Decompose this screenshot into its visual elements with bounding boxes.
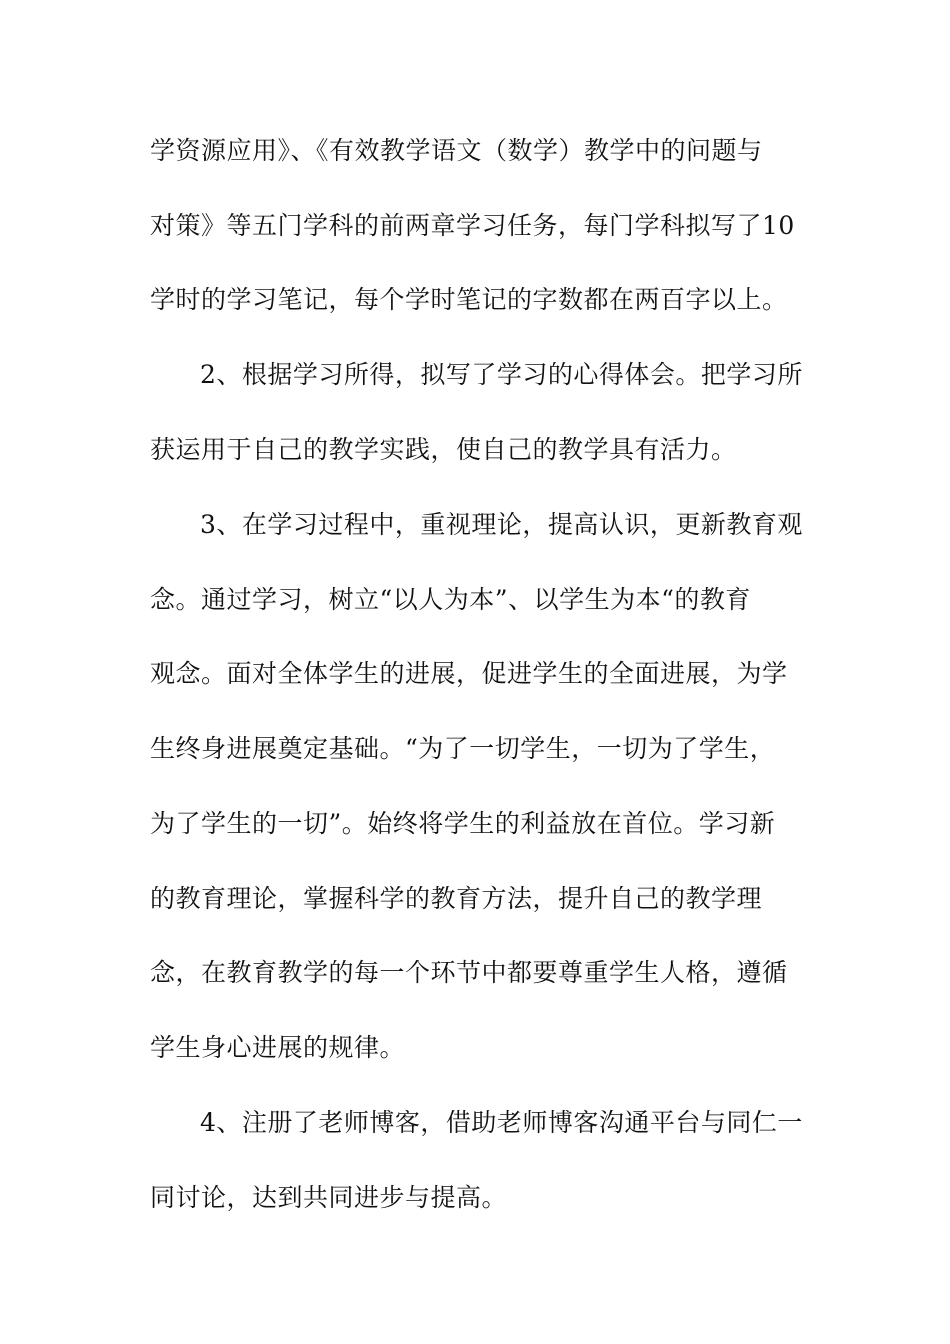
text-line: 念，在教育教学的每一个环节中都要尊重学生人格，遵循 — [150, 958, 788, 987]
text-line: 学资源应用》、《有效教学语文（数学）教学中的问题与 — [150, 136, 763, 165]
text-line: 学时的学习笔记，每个学时笔记的字数都在两百字以上。 — [150, 285, 788, 314]
text-line: 的教育理论，掌握科学的教育方法，提升自己的教学理 — [150, 884, 763, 913]
text-line: 为了学生的一切”。始终将学生的利益放在首位。学习新 — [150, 809, 776, 838]
paragraph-4-start: 4、注册了老师博客，借助老师博客沟通平台与同仁一 — [200, 1108, 803, 1137]
text-line: 对策》等五门学科的前两章学习任务，每门学科拟写了10 — [150, 211, 795, 240]
text-line: 学生身心进展的规律。 — [150, 1033, 406, 1062]
paragraph-2-start: 2、根据学习所得，拟写了学习的心得体会。把学习所 — [200, 360, 803, 389]
text-line: 念。通过学习，树立“以人为本”、以学生为本“的教育 — [150, 585, 751, 614]
paragraph-3-start: 3、在学习过程中，重视理论，提高认识，更新教育观 — [200, 510, 803, 539]
text-line: 同讨论，达到共同进步与提高。 — [150, 1183, 508, 1212]
text-line: 生终身进展奠定基础。“为了一切学生，一切为了学生， — [150, 734, 776, 763]
text-line: 获运用于自己的教学实践，使自己的教学具有活力。 — [150, 435, 737, 464]
text-line: 观念。面对全体学生的进展，促进学生的全面进展，为学 — [150, 659, 788, 688]
